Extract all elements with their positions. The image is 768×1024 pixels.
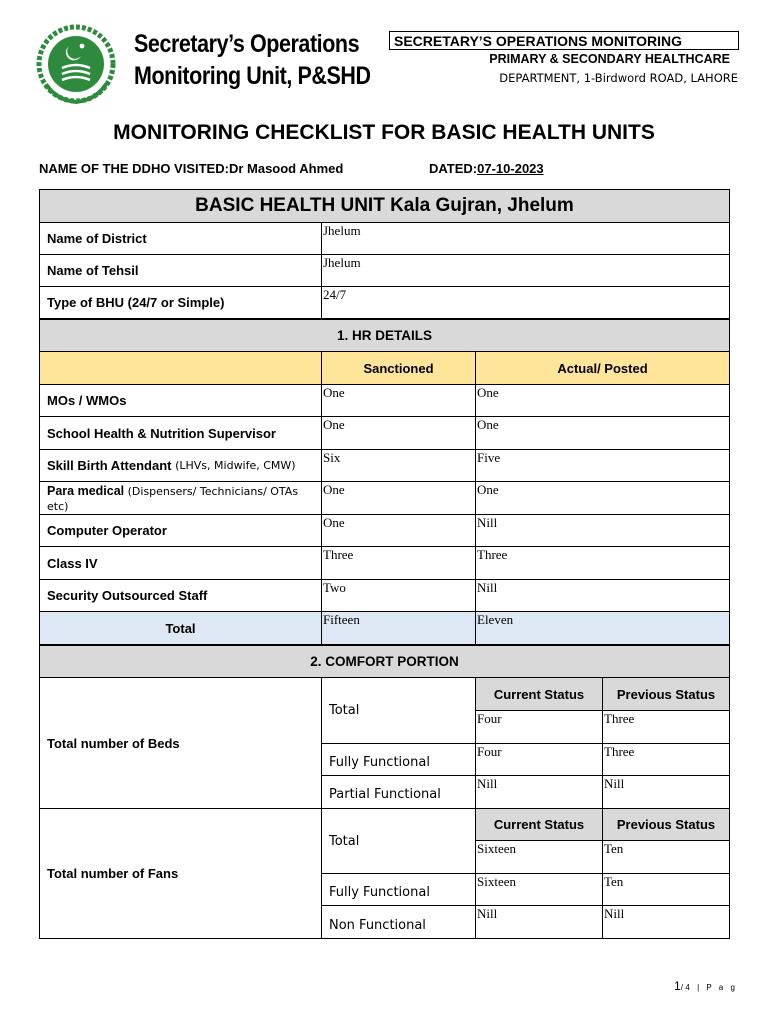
fans-total-label: Total: [321, 808, 476, 874]
visit-date: [429, 161, 544, 176]
hr-row-label: School Health & Nutrition Supervisor: [39, 416, 322, 450]
hr-row-label: Para medical: [47, 484, 125, 498]
ddho-name: Dr Masood Ahmed: [228, 161, 344, 176]
page-number: 1: [674, 979, 681, 993]
fans-total-current: Sixteen: [475, 840, 603, 874]
beds-total-label: Total: [321, 677, 476, 744]
dated-value: 07-10-2023: [477, 161, 544, 176]
hr-row-label-skill-birth: [39, 449, 322, 482]
district-value: Jhelum: [321, 222, 730, 255]
fans-total-previous: Ten: [602, 840, 730, 874]
fans-previous-status-header: Previous Status: [602, 808, 730, 841]
fans-functional-previous: Ten: [602, 873, 730, 906]
fans-non-functional-current: Nill: [475, 905, 603, 939]
beds-total-previous: Three: [602, 710, 730, 744]
hr-row-label: Computer Operator: [39, 514, 322, 547]
hr-section-title: 1. HR DETAILS: [39, 319, 730, 352]
hr-row-actual: Nill: [475, 579, 730, 612]
beds-partial-current: Nill: [475, 775, 603, 809]
beds-label: Total number of Beds: [39, 677, 322, 809]
bhu-type-value: 24/7: [321, 286, 730, 319]
hr-total-label: Total: [39, 611, 322, 645]
hr-row-sanctioned: One: [321, 481, 476, 515]
hr-row-label-paramedical: [39, 481, 322, 515]
ddho-label: NAME OF THE DDHO VISITED:: [39, 161, 229, 176]
hr-row-sanctioned: Two: [321, 579, 476, 612]
hr-row-actual: Three: [475, 546, 730, 580]
beds-partial-label: Partial Functional: [321, 775, 476, 809]
dated-label: DATED:: [429, 161, 478, 176]
monitoring-box: SECRETARY’S OPERATIONS MONITORING: [389, 31, 739, 50]
fans-current-status-header: Current Status: [475, 808, 603, 841]
beds-functional-label: Fully Functional: [321, 743, 476, 776]
ddho-visited: [39, 161, 343, 176]
department-line1: PRIMARY & SECONDARY HEALTHCARE: [489, 52, 730, 66]
hr-row-sanctioned: One: [321, 416, 476, 450]
punjab-logo-icon: [36, 24, 116, 104]
hr-row-sanctioned: One: [321, 384, 476, 417]
hr-header-sanctioned: Sanctioned: [321, 351, 476, 385]
hr-header-blank: [39, 351, 322, 385]
hr-row-sanctioned: Three: [321, 546, 476, 580]
hr-row-sanctioned: One: [321, 514, 476, 547]
beds-previous-status-header: Previous Status: [602, 677, 730, 711]
hr-row-actual: Nill: [475, 514, 730, 547]
beds-functional-previous: Three: [602, 743, 730, 776]
fans-functional-label: Fully Functional: [321, 873, 476, 906]
hr-total-actual: Eleven: [475, 611, 730, 645]
beds-partial-previous: Nill: [602, 775, 730, 809]
unit-name-line2: Monitoring Unit, P&SHD: [134, 62, 371, 90]
comfort-section-title: 2. COMFORT PORTION: [39, 645, 730, 678]
unit-name: [134, 28, 409, 92]
tehsil-label: Name of Tehsil: [39, 254, 322, 287]
hr-row-sanctioned: Six: [321, 449, 476, 482]
hr-row-label: Security Outsourced Staff: [39, 579, 322, 612]
bhu-type-label: Type of BHU (24/7 or Simple): [39, 286, 322, 319]
beds-functional-current: Four: [475, 743, 603, 776]
hr-row-note: (Dispensers/ Technicians/ OTAs etc): [47, 485, 299, 513]
district-label: Name of District: [39, 222, 322, 255]
hr-row-note: (LHVs, Midwife, CMW): [175, 459, 296, 472]
department-address: DEPARTMENT, 1-Birdword ROAD, LAHORE: [499, 71, 738, 85]
hr-row-label: Class IV: [39, 546, 322, 580]
tehsil-value: Jhelum: [321, 254, 730, 287]
bhu-title: BASIC HEALTH UNIT Kala Gujran, Jhelum: [39, 189, 730, 223]
beds-current-status-header: Current Status: [475, 677, 603, 711]
hr-row-actual: One: [475, 384, 730, 417]
fans-label: Total number of Fans: [39, 808, 322, 939]
page-suffix: /4 | P a g: [680, 983, 738, 992]
unit-name-line1: Secretary’s Operations: [134, 30, 360, 58]
hr-row-label: MOs / WMOs: [39, 384, 322, 417]
page-title: MONITORING CHECKLIST FOR BASIC HEALTH UNITS: [113, 121, 655, 144]
hr-header-actual: Actual/ Posted: [475, 351, 730, 385]
fans-non-functional-label: Non Functional: [321, 905, 476, 939]
hr-row-actual: Five: [475, 449, 730, 482]
hr-row-label: Skill Birth Attendant: [47, 458, 172, 473]
hr-row-actual: One: [475, 416, 730, 450]
beds-total-current: Four: [475, 710, 603, 744]
hr-row-actual: One: [475, 481, 730, 515]
hr-total-sanctioned: Fifteen: [321, 611, 476, 645]
fans-functional-current: Sixteen: [475, 873, 603, 906]
page-footer: [674, 979, 737, 993]
fans-non-functional-previous: Nill: [602, 905, 730, 939]
